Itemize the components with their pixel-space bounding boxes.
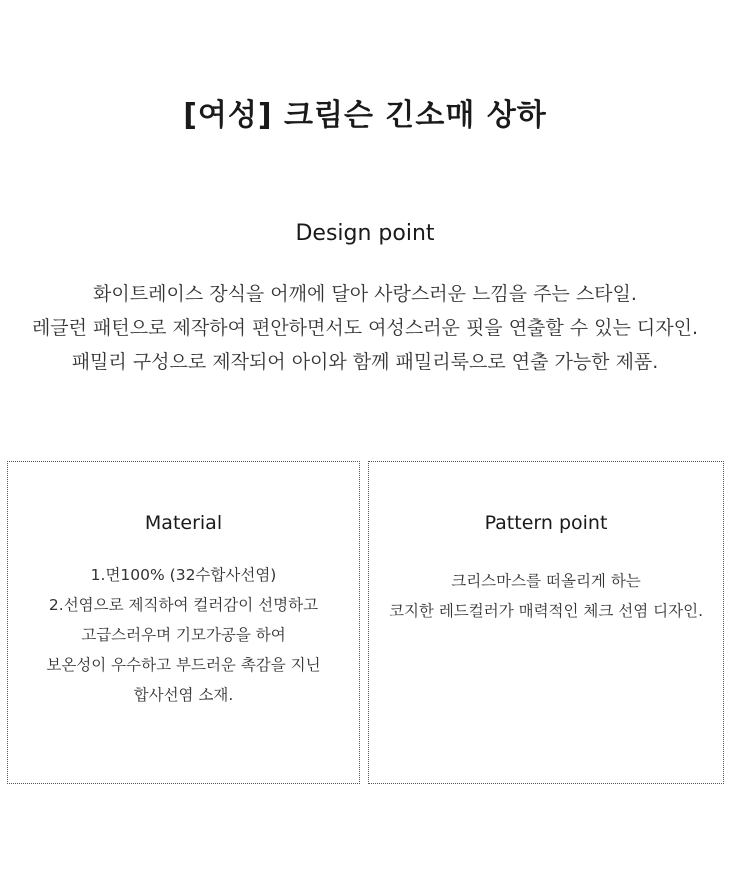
material-line: 보온성이 우수하고 부드러운 촉감을 지닌 xyxy=(46,656,321,674)
material-box xyxy=(7,461,360,784)
design-point-description xyxy=(0,277,730,379)
pattern-point-description xyxy=(369,566,723,626)
material-description xyxy=(8,560,359,710)
pattern-point-line: 크리스마스를 떠올리게 하는 xyxy=(451,572,641,590)
product-title: [여성] 크림슨 긴소매 상하 xyxy=(183,98,547,133)
material-line: 고급스러우며 기모가공을 하여 xyxy=(81,626,286,644)
material-heading: Material xyxy=(144,512,223,534)
material-line: 합사선염 소재. xyxy=(133,686,234,704)
design-point-line: 레글런 패턴으로 제작하여 편안하면서도 여성스러운 핏을 연출할 수 있는 디자인. xyxy=(31,317,699,339)
pattern-point-box xyxy=(368,461,724,784)
material-line: 2.선염으로 제직하여 컬러감이 선명하고 xyxy=(48,596,319,614)
design-point-line: 패밀리 구성으로 제작되어 아이와 함께 패밀리룩으로 연출 가능한 제품. xyxy=(71,351,659,373)
pattern-point-heading: Pattern point xyxy=(484,512,608,534)
pattern-point-line: 코지한 레드컬러가 매력적인 체크 선염 디자인. xyxy=(388,602,704,620)
material-line: 1.면100% (32수합사선염) xyxy=(90,566,277,584)
design-point-line: 화이트레이스 장식을 어깨에 달아 사랑스러운 느낌을 주는 스타일. xyxy=(93,283,637,305)
design-point-heading: Design point xyxy=(295,221,435,246)
